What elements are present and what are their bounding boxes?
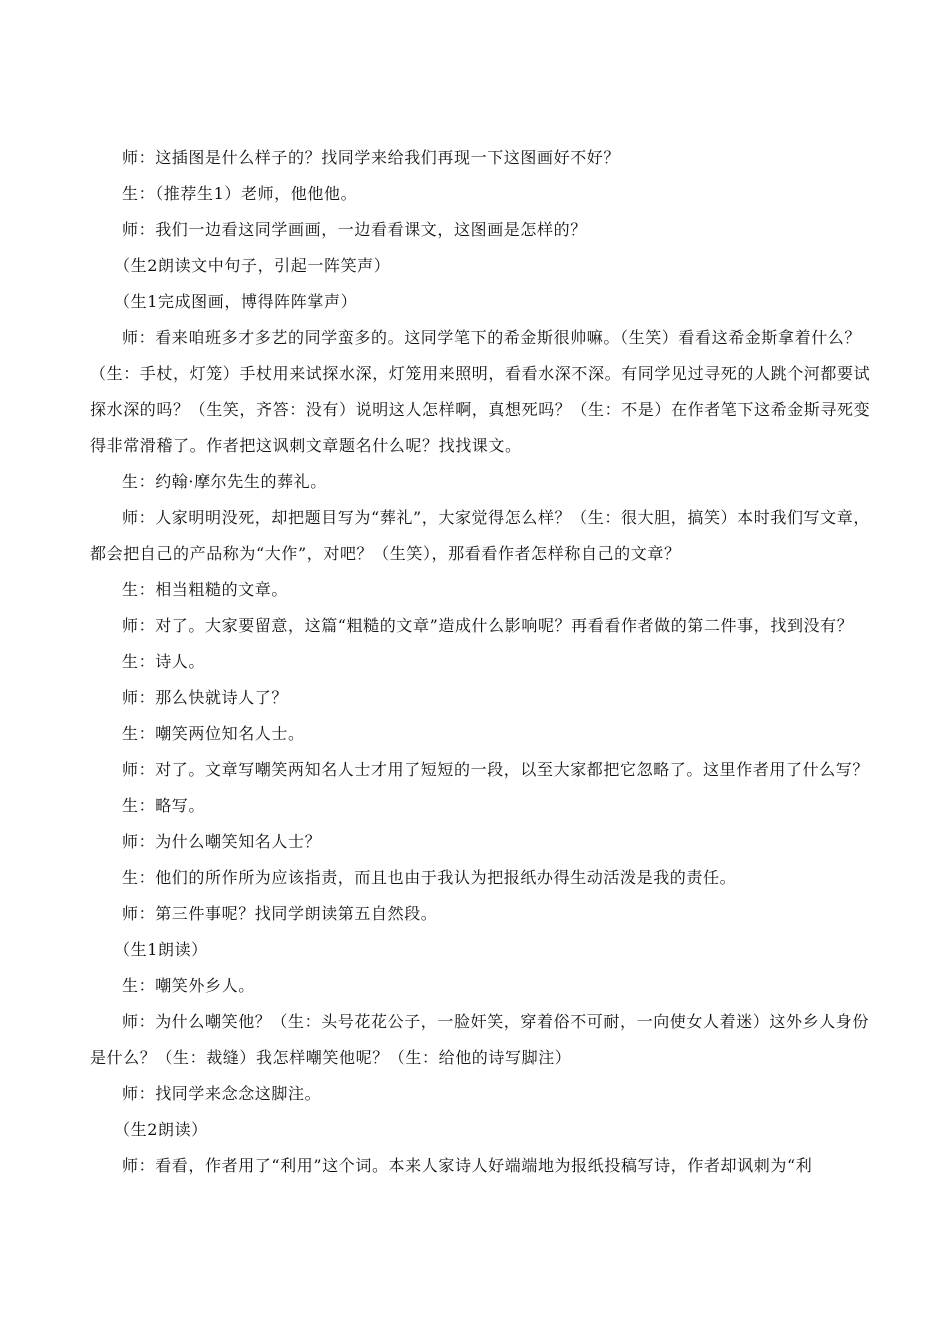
document-body [90,140,876,1184]
paragraph: 师：那么快就诗人了？ [122,688,289,707]
paragraph: 生：略写。 [122,796,206,815]
paragraph: 师：为什么嘲笑他？（生：头号花花公子，一脸奸笑，穿着俗不可耐，一向使女人着迷）这外乡人身份是什么？（生：裁缝）我怎样嘲笑他呢？（生：给他的诗写脚注） [90,1012,870,1067]
paragraph: 师：看看，作者用了“利用”这个词。本来人家诗人好端端地为报纸投稿写诗，作者却讽刺为“利 [122,1156,813,1175]
paragraph: 生：嘲笑外乡人。 [122,976,255,995]
paragraph: 师：为什么嘲笑知名人士？ [122,832,322,851]
paragraph: 师：人家明明没死，却把题目写为“葬礼”，大家觉得怎么样？（生：很大胆，搞笑）本时我们写文章，都会把自己的产品称为“大作”，对吧？（生笑），那看看作者怎样称自己的文章？ [90,508,870,563]
paragraph-note: （生2朗读文中句子，引起一阵笑声） [114,256,391,275]
paragraph-note: （生1完成图画，博得阵阵掌声） [114,292,358,311]
paragraph: 生：（推荐生1）老师，他他他。 [122,184,358,203]
paragraph: 师：对了。大家要留意，这篇“粗糙的文章”造成什么影响呢？再看看作者做的第二件事，找到没有？ [122,616,854,635]
paragraph: 生：他们的所作所为应该指责，而且也由于我认为把报纸办得生动活泼是我的责任。 [122,868,737,887]
paragraph-note: （生2朗读） [114,1120,208,1139]
paragraph: 生：约翰·摩尔先生的葬礼。 [122,472,327,491]
paragraph: 师：看来咱班多才多艺的同学蛮多的。这同学笔下的希金斯很帅嘛。（生笑）看看这希金斯拿着什么？（生：手杖，灯笼）手杖用来试探水深，灯笼用来照明，看看水深不深。有同学见过寻死的人跳个河都要试探水深的吗？（生笑，齐答：没有）说明这人怎样啊，真想死吗？（生：不是）在作者笔下这希金斯寻死变得非常滑稽了。作者把这讽刺文章题名什么呢？找找课文。 [90,328,871,455]
paragraph: 师：我们一边看这同学画画，一边看看课文，这图画是怎样的？ [122,220,587,239]
paragraph: 生：相当粗糙的文章。 [122,580,289,599]
paragraph: 师：这插图是什么样子的？找同学来给我们再现一下这图画好不好？ [122,148,621,167]
paragraph: 生：诗人。 [122,652,206,671]
paragraph: 师：找同学来念念这脚注。 [122,1084,322,1103]
paragraph: 师：第三件事呢？找同学朗读第五自然段。 [122,904,438,923]
paragraph: 生：嘲笑两位知名人士。 [122,724,305,743]
paragraph: 师：对了。文章写嘲笑两知名人士才用了短短的一段，以至大家都把它忽略了。这里作者用了什么写？ [122,760,870,779]
paragraph-note: （生1朗读） [114,940,208,959]
